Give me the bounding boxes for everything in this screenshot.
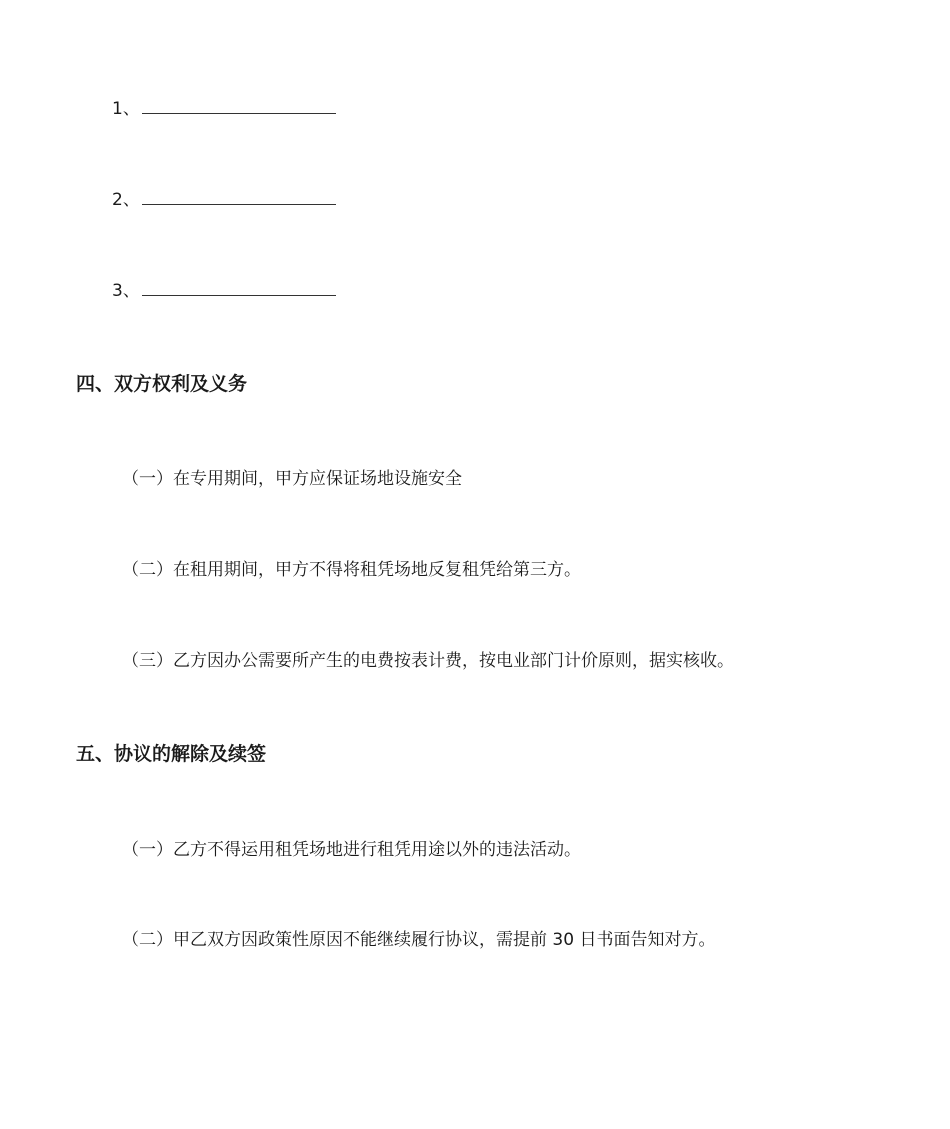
blank-fill-line bbox=[142, 190, 336, 205]
blank-item-number: 1、 bbox=[112, 99, 140, 119]
clause-paragraph: （一）乙方不得运用租凭场地进行租凭用途以外的违法活动。 bbox=[122, 840, 581, 860]
blank-item-number: 2、 bbox=[112, 190, 140, 210]
blank-item-3 bbox=[112, 280, 336, 302]
section-heading-rights: 四、双方权利及义务 bbox=[76, 373, 248, 395]
blank-item-2 bbox=[112, 189, 336, 211]
clause-paragraph: （一）在专用期间，甲方应保证场地设施安全 bbox=[122, 469, 462, 489]
clause-paragraph: （三）乙方因办公需要所产生的电费按表计费，按电业部门计价原则，据实核收。 bbox=[122, 651, 734, 671]
section-heading-termination: 五、协议的解除及续签 bbox=[76, 743, 267, 765]
clause-paragraph: （二）在租用期间，甲方不得将租凭场地反复租凭给第三方。 bbox=[122, 560, 581, 580]
clause-paragraph: （二）甲乙双方因政策性原因不能继续履行协议，需提前 30 日书面告知对方。 bbox=[122, 930, 716, 950]
blank-item-number: 3、 bbox=[112, 281, 140, 301]
blank-item-1 bbox=[112, 98, 336, 120]
blank-fill-line bbox=[142, 99, 336, 114]
blank-fill-line bbox=[142, 281, 336, 296]
